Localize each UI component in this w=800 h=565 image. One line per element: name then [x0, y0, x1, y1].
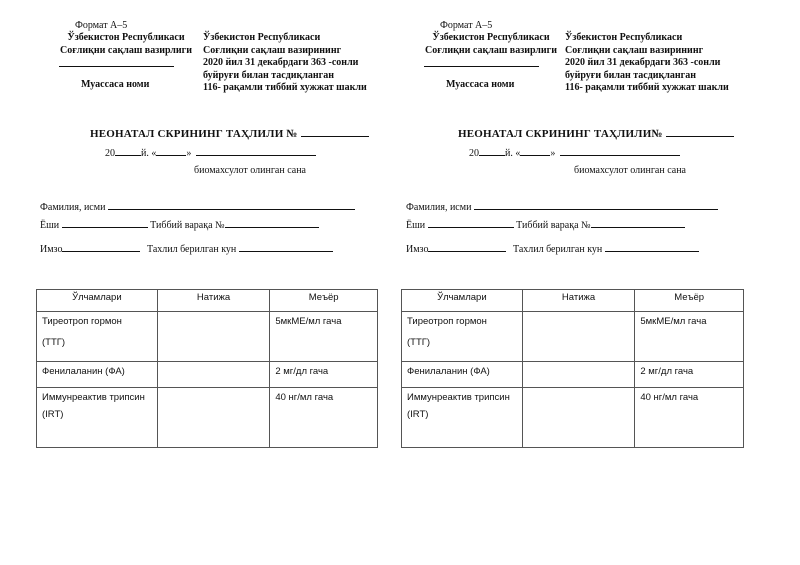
form-right [401, 0, 771, 565]
results-table [36, 289, 378, 448]
order-line: Ўзбекистон Республикаси [203, 32, 321, 43]
date-year-field[interactable] [115, 146, 141, 156]
sign-label: Имзо [406, 244, 429, 255]
order-line: Соғлиқни сақлаш вазирининг [565, 44, 704, 56]
col-header-result: Натижа [157, 290, 270, 312]
col-header-parameters: Ўлчамлари [402, 290, 523, 312]
ministry-header [421, 32, 561, 57]
sample-date-row [469, 146, 680, 159]
age-row [40, 218, 319, 231]
surname-field[interactable] [108, 200, 355, 210]
sign-row [406, 242, 699, 255]
order-line: буйруғи билан тасдиқланган [203, 69, 334, 81]
ministry-line: Ўзбекистон Республикаси [67, 32, 185, 43]
param-cell [37, 312, 158, 362]
order-line: 2020 йил 31 декабрдаги 363 -сонли [203, 57, 359, 68]
col-header-norm: Меъёр [635, 290, 744, 312]
param-cell [402, 362, 523, 388]
surname-row [40, 200, 355, 213]
order-line: Соғлиқни сақлаш вазирининг [203, 44, 342, 56]
analysis-date-label: Тахлил берилган кун [146, 244, 237, 255]
form-title [458, 127, 734, 140]
param-cell [37, 388, 158, 448]
col-header-norm: Меъёр [270, 290, 378, 312]
col-header-result: Натижа [522, 290, 635, 312]
date-caption: биомахсулот олинган сана [194, 165, 306, 176]
age-label: Ёши [406, 220, 426, 231]
results-table [401, 289, 744, 448]
age-field[interactable] [428, 218, 514, 228]
surname-row [406, 200, 718, 213]
date-year-suffix: й. « [505, 148, 521, 159]
param-cell [402, 312, 523, 362]
table-header-row [37, 290, 378, 312]
ministry-line: Соғлиқни сақлаш вазирлиги [60, 44, 192, 56]
result-cell[interactable] [522, 388, 635, 448]
date-century: 20 [469, 148, 479, 159]
norm-cell: 5мкМЕ/мл гача [635, 312, 744, 362]
analysis-date-field[interactable] [239, 242, 333, 252]
norm-cell: 40 нг/мл гача [635, 388, 744, 448]
form-title-text: НЕОНАТАЛ СКРИНИНГ ТАҲЛИЛИ№ [458, 128, 663, 140]
card-number-field[interactable] [591, 218, 685, 228]
col-header-parameters: Ўлчамлари [37, 290, 158, 312]
norm-cell: 2 мг/дл гача [270, 362, 378, 388]
param-abbr: (IRT) [42, 409, 64, 420]
form-title-text: НЕОНАТАЛ СКРИНИНГ ТАҲЛИЛИ № [90, 128, 298, 140]
surname-label: Фамилия, исми [406, 202, 472, 213]
param-cell [402, 388, 523, 448]
sign-label: Имзо [40, 244, 63, 255]
result-cell[interactable] [157, 362, 270, 388]
form-number-field[interactable] [301, 127, 369, 137]
result-cell[interactable] [522, 312, 635, 362]
order-line: Ўзбекистон Республикаси [565, 32, 683, 43]
param-name: Иммунреактив трипсин [42, 392, 145, 403]
table-row [37, 362, 378, 388]
result-cell[interactable] [157, 388, 270, 448]
date-day-suffix: » [186, 148, 192, 159]
param-cell [37, 362, 158, 388]
date-day-suffix: » [550, 148, 556, 159]
param-abbr: (IRT) [407, 409, 429, 420]
param-abbr: (ТТГ) [42, 337, 66, 348]
institution-name-field[interactable] [59, 66, 174, 67]
institution-label: Муассаса номи [446, 79, 515, 90]
analysis-date-label: Тахлил берилган кун [512, 244, 603, 255]
norm-cell: 40 нг/мл гача [270, 388, 378, 448]
ministry-line: Ўзбекистон Республикаси [432, 32, 550, 43]
surname-label: Фамилия, исми [40, 202, 106, 213]
date-caption: биомахсулот олинган сана [574, 165, 686, 176]
sign-field[interactable] [62, 242, 140, 252]
param-name: Фенилаланин (ФА) [42, 366, 125, 377]
table-row [37, 312, 378, 362]
surname-field[interactable] [474, 200, 718, 210]
table-row [37, 388, 378, 448]
date-day-field[interactable] [520, 146, 550, 156]
form-left [36, 0, 406, 565]
card-label: Тиббий варақа № [516, 220, 591, 231]
date-year-suffix: й. « [141, 148, 157, 159]
card-label: Тиббий варақа № [150, 220, 225, 231]
form-title [90, 127, 369, 140]
sign-field[interactable] [428, 242, 506, 252]
institution-name-field[interactable] [424, 66, 539, 67]
date-day-field[interactable] [156, 146, 186, 156]
table-row [402, 362, 744, 388]
norm-cell: 2 мг/дл гача [635, 362, 744, 388]
param-name: Тиреотроп гормон [42, 316, 122, 327]
date-century: 20 [105, 148, 115, 159]
sign-row [40, 242, 333, 255]
order-line: буйруғи билан тасдиқланган [565, 69, 696, 81]
institution-label: Муассаса номи [81, 79, 150, 90]
ministry-line: Соғлиқни сақлаш вазирлиги [425, 44, 557, 56]
date-year-field[interactable] [479, 146, 505, 156]
param-abbr: (ТТГ) [407, 337, 431, 348]
card-number-field[interactable] [225, 218, 319, 228]
result-cell[interactable] [522, 362, 635, 388]
order-line: 116- рақамли тиббий хужжат шакли [565, 82, 729, 93]
sample-date-row [105, 146, 316, 159]
format-label: Формат А–5 [75, 20, 128, 31]
date-month-field[interactable] [560, 146, 680, 156]
order-line: 2020 йил 31 декабрдаги 363 -сонли [565, 57, 721, 68]
date-month-field[interactable] [196, 146, 316, 156]
result-cell[interactable] [157, 312, 270, 362]
param-name: Фенилаланин (ФА) [407, 366, 490, 377]
ministry-header [56, 32, 196, 57]
param-name: Тиреотроп гормон [407, 316, 487, 327]
table-row [402, 388, 744, 448]
table-row [402, 312, 744, 362]
order-header [203, 32, 367, 95]
order-line: 116- рақамли тиббий хужжат шакли [203, 82, 367, 93]
age-row [406, 218, 685, 231]
norm-cell: 5мкМЕ/мл гача [270, 312, 378, 362]
age-label: Ёши [40, 220, 60, 231]
analysis-date-field[interactable] [605, 242, 699, 252]
format-label: Формат А–5 [440, 20, 493, 31]
age-field[interactable] [62, 218, 148, 228]
table-header-row [402, 290, 744, 312]
order-header [565, 32, 729, 95]
param-name: Иммунреактив трипсин [407, 392, 510, 403]
form-number-field[interactable] [666, 127, 734, 137]
